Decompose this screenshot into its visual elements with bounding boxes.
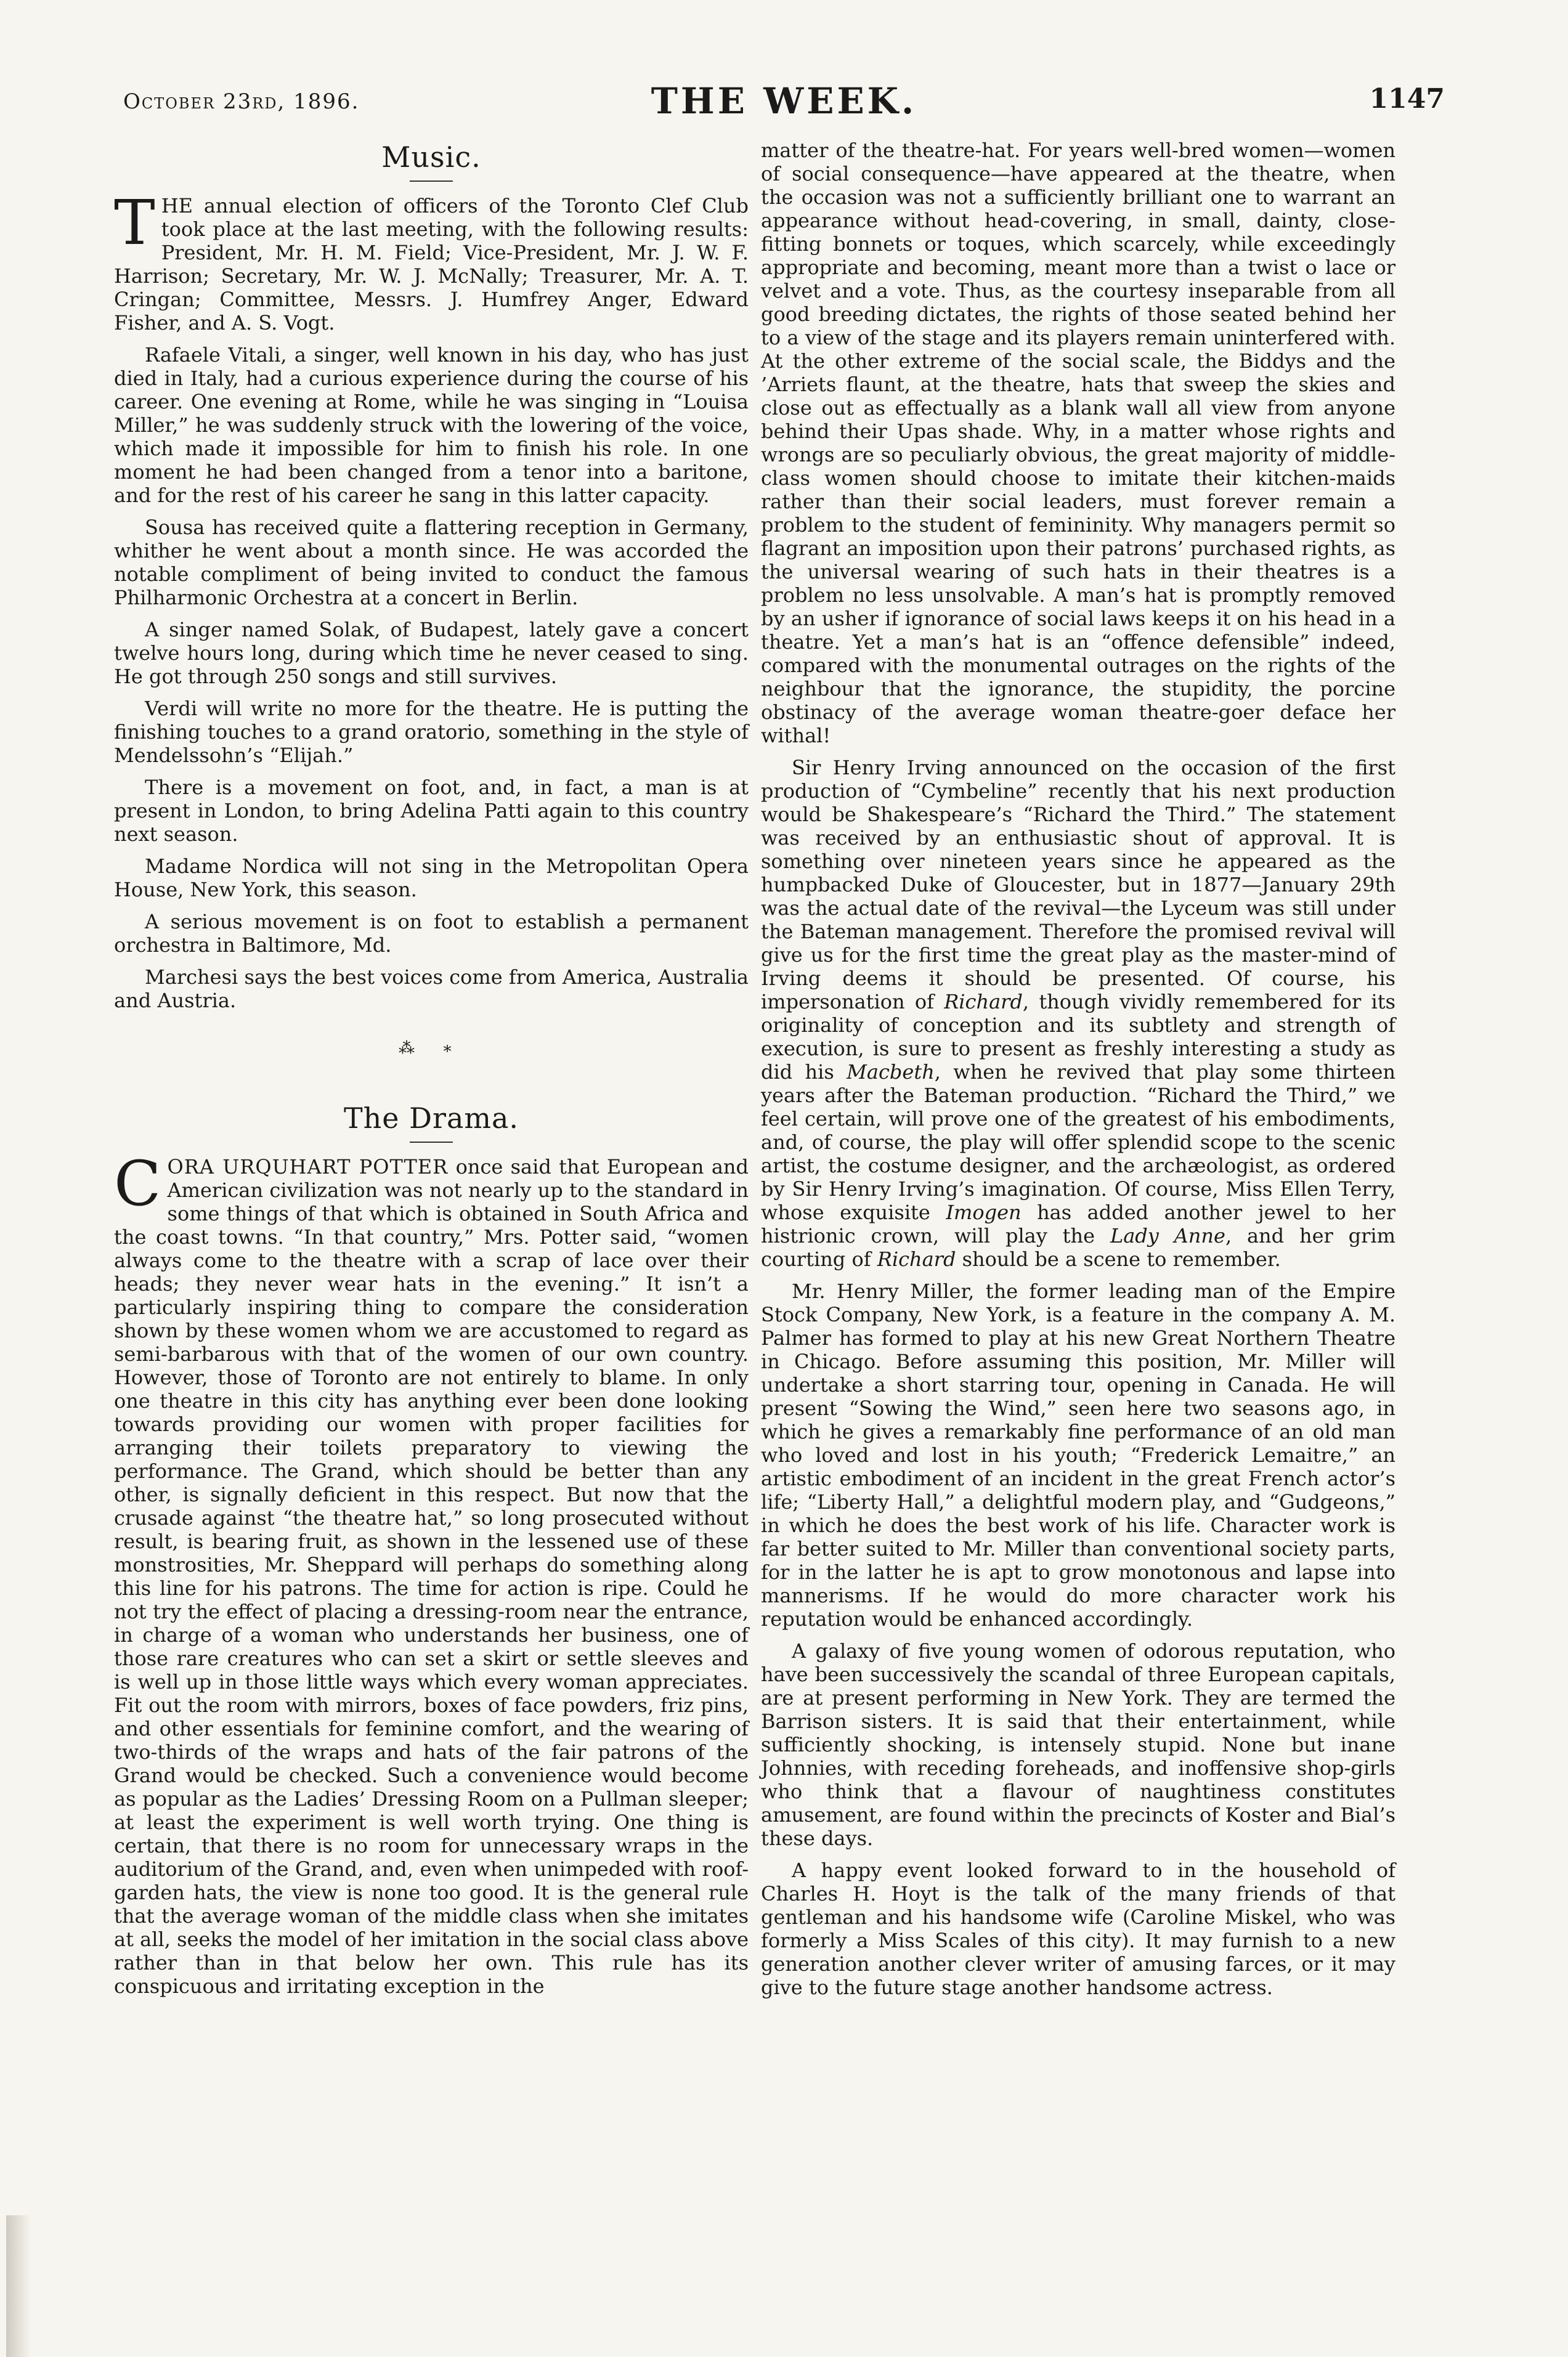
paragraph-text: , and her grim courting of <box>761 1224 1396 1271</box>
drama-paragraph-continued: matter of the theatre-hat. For years well-bred women—women of social consequence—have appeared at the theatre, when the occasion was not a sufficiently brilliant one to warrant an appearance without head-covering, in small, dainty, close-fitting bonnets or toques, which scarcely, while exceedingly appropriate and becoming, meant more than a twist o lace or velvet and a vote. Thus, as the courtesy inseparable from all good breeding dictates, the rights of those seated behind her to a view of the stage and its players remain uninterfered with. At the other extreme of the social scale, the Biddys and the ’Arriets flaunt, at the theatre, hats that sweep the skies and close out as effectually as a blank wall all view from anyone behind their Upas shade. Why, in a matter whose rights and wrongs are so peculiarly obvious, the great majority of middle-class women should choose to imitate their kitchen-maids rather than their social leaders, must forever remain a problem to the student of femininity. Why managers permit so flagrant an imposition upon their patrons’ purchased rights, as the universal wearing of such hats in their theatres is a problem no less unsolvable. A man’s hat is promptly removed by an usher if ignorance of social laws keeps it on his head in a theatre. Yet a man’s hat is an “offence defensible” indeed, compared with the monumental outrages on the rights of the neighbour that the ignorance, the stupidity, the porcine obstinacy of the average woman theatre-goer deface her withal! <box>761 139 1395 747</box>
paragraph-text: HE annual election of officers of the Toronto Clef Club took place at the last meeting, with the following results: President, Mr. H. M. Field; Vice-President, Mr. J. W. F. Harrison; Secretary, Mr. W. J. McNally; Treasurer, Mr. A. T. Cringan; Committee, Messrs. J. Humfrey Anger, Edward Fisher, and A. S. Vogt. <box>114 194 749 335</box>
music-paragraph: Marchesi says the best voices come from America, Australia and Austria. <box>114 965 749 1012</box>
paragraph-text: should be a scene to remember. <box>956 1247 1281 1271</box>
music-paragraph: Verdi will write no more for the theatre. He is putting the finishing touches to a grand oratorio, something in the style of Mendelssohn’s “Elijah.” <box>114 697 749 767</box>
drama-paragraph: A galaxy of five young women of odorous reputation, who have been successively the scandal of three European capitals, are at present performing in New York. They are termed the Barrison sisters. It is said that their entertainment, while sufficiently shocking, is intensely stupid. None but inane Johnnies, with receding foreheads, and inoffensive shop-girls who think that a flavour of naughtiness constitutes amusement, are found within the precincts of Koster and Bial’s these days. <box>761 1639 1395 1850</box>
italic-title: Lady Anne <box>1110 1224 1225 1247</box>
music-paragraph <box>114 187 749 335</box>
drop-cap: C <box>114 1148 161 1220</box>
music-paragraph: A singer named Solak, of Budapest, lately gave a concert twelve hours long, during which time he never ceased to sing. He got through 250 songs and still survives. <box>114 618 749 688</box>
music-paragraph: Sousa has received quite a flattering reception in Germany, whither he went about a month since. He was accorded the notable compliment of being invited to conduct the famous Philharmonic Orchestra at a concert in Berlin. <box>114 516 749 609</box>
page-edge-shadow <box>6 2215 31 2357</box>
music-paragraph: There is a movement on foot, and, in fact, a man is at present in London, to bring Adelina Patti again to this country next season. <box>114 776 749 846</box>
italic-title: Richard <box>877 1247 956 1271</box>
italic-title: Imogen <box>946 1201 1022 1224</box>
title-rule <box>410 181 453 182</box>
paragraph-text: once said that European and American civilization was not nearly up to the standard in some things of that which is obtained in South Africa and the coast towns. “In that country,” Mrs. Potter said, “women always come to the theatre with a scrap of lace over their heads; they never wear hats in the evening.” It isn’t a particularly inspiring thing to compare the consideration shown by these women whom we are accustomed to regard as semi-barbarous with that of the women of our own country. However, those of Toronto are not entirely to blame. In only one theatre in this city has anything ever been done looking towards providing our women with proper facilities for arranging their toilets preparatory to viewing the performance. The Grand, which should be better than any other, is signally deficient in this respect. But now that the crusade against “the theatre hat,” so long prosecuted without result, is bearing fruit, as shown in the lessened use of these monstrosities, Mr. Sheppard will perhaps do something along this line for his patrons. The time for action is ripe. Could he not try the effect of placing a dressing-room near the entrance, in charge of a woman who understands her business, one of those rare creatures who can set a skirt or settle sleeves and is well up in those little ways which every woman appreciates. Fit out the room with mirrors, boxes of face powders, friz pins, and other essentials for feminine comfort, and the wearing of two-thirds of the wraps and hats of the fair patrons of the Grand would be checked. Such a convenience would become as popular as the Ladies’ Dressing Room on a Pullman sleeper; at least the experiment is well worth trying. One thing is certain, that there is no room for unnecessary wraps in the auditorium of the Grand, and, even when unimpeded with roof-garden hats, the view is none too good. It is the general rule that the average woman of the middle class when she imitates at all, seeks the model of her imitation in the social class above rather than in that below her own. This rule has its conspicuous and irritating exception in the <box>114 1155 749 1998</box>
title-rule <box>410 1142 453 1143</box>
italic-title: Macbeth <box>847 1060 935 1084</box>
music-section-title: Music. <box>381 140 481 174</box>
music-paragraph: Madame Nordica will not sing in the Metropolitan Opera House, New York, this season. <box>114 854 749 901</box>
issue-date: October 23rd, 1896. <box>123 89 360 114</box>
music-paragraph: A serious movement is on foot to establish a permanent orchestra in Baltimore, Md. <box>114 910 749 957</box>
drama-paragraph: Mr. Henry Miller, the former leading man of the Empire Stock Company, New York, is a feature in the company A. M. Palmer has formed to play at his new Great Northern Theatre in Chicago. Before assuming this position, Mr. Miller will undertake a short starring tour, opening in Canada. He will present “Sowing the Wind,” seen here two seasons ago, in which he gives a remarkably fine performance of an old man who loved and lost in his youth; “Frederick Lemaitre,” an artistic embodiment of an incident in the great French actor’s life; “Liberty Hall,” a delightful modern play, and “Gudgeons,” in which he does the best work of his life. Character work is far better suited to Mr. Miller than conventional society parts, for in the latter he is apt to grow monotonous and lapse into mannerisms. If he would do more character work his reputation would be enhanced accordingly. <box>761 1280 1395 1631</box>
person-name: ORA URQUHART POTTER <box>167 1155 449 1178</box>
left-column <box>114 139 749 2006</box>
drama-paragraph <box>114 1148 749 1998</box>
paragraph-text: has added another jewel to her histrionic crown, will play the <box>761 1201 1396 1247</box>
right-column <box>761 139 1395 2008</box>
publication-title: THE WEEK. <box>651 80 917 122</box>
section-separator: ⁂ ∗ <box>399 1039 464 1058</box>
masthead <box>123 80 1445 136</box>
page-number: 1147 <box>1369 83 1445 115</box>
drop-cap: T <box>114 187 155 259</box>
paragraph-text: Sir Henry Irving announced on the occasion of the first production of “Cymbeline” recently that his next production would be Shakespeare’s “Richard the Third.” The statement was received by an enthusiastic shout of approval. It is something over nineteen years since he appeared as the humpbacked Duke of Gloucester, but in 1877—January 29th was the actual date of the revival—the Lyceum was still under the Bateman management. Therefore the promised revival will give us for the first time the great play as the master-mind of Irving deems it should be presented. Of course, his impersonation of <box>761 756 1395 1013</box>
paragraph-text: , when he revived that play some thirteen years after the Bateman production. “Richard the Third,” we feel certain, will prove one of the greatest of his embodiments, and, of course, the play will offer splendid scope to the scenic artist, the costume designer, and the archæologist, as ordered by Sir Henry Irving’s imagination. Of course, Miss Ellen Terry, whose exquisite <box>761 1060 1396 1224</box>
drama-section-title: The Drama. <box>343 1101 519 1135</box>
drama-paragraph: A happy event looked forward to in the household of Charles H. Hoyt is the talk of the many friends of that gentleman and his handsome wife (Caroline Miskel, who was formerly a Miss Scales of this city). It may furnish to a new generation another clever writer of amusing farces, or it may give to the future stage another handsome actress. <box>761 1859 1395 1999</box>
drama-paragraph <box>761 756 1395 1271</box>
italic-title: Richard <box>944 990 1023 1013</box>
paragraph-text: , though vividly remembered for its originality of conception and its subtlety and strength of execution, is sure to present as freshly interesting a study as did his <box>761 990 1396 1084</box>
music-paragraph: Rafaele Vitali, a singer, well known in his day, who has just died in Italy, had a curious experience during the course of his career. One evening at Rome, while he was singing in “Louisa Miller,” he was suddenly struck with the lowering of the voice, which made it impossible for him to finish his role. In one moment he had been changed from a tenor into a baritone, and for the rest of his career he sang in this latter capacity. <box>114 343 749 507</box>
